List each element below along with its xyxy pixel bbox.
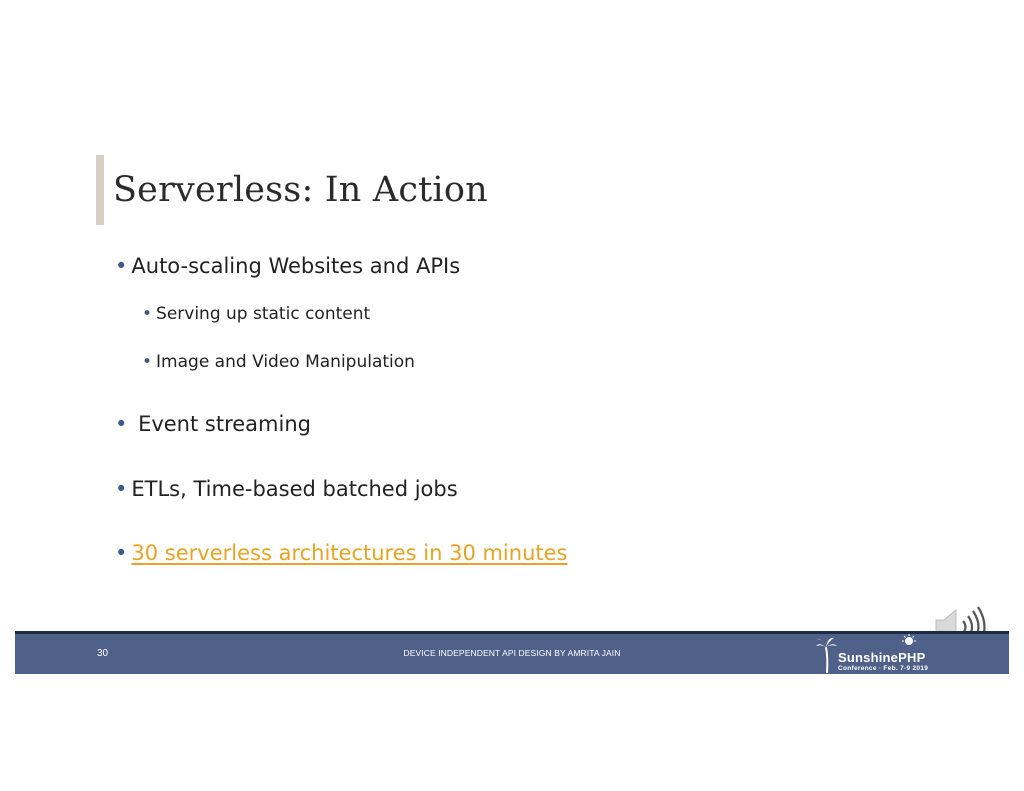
sub-bullet-item xyxy=(142,352,415,372)
bullet-text: Event streaming xyxy=(131,412,311,436)
architectures-link[interactable]: 30 serverless architectures in 30 minutes xyxy=(131,541,568,565)
bullet-text: ETLs, Time-based batched jobs xyxy=(131,477,458,501)
title-accent-bar xyxy=(96,155,104,225)
sub-bullet-item xyxy=(142,304,370,324)
bullet-item xyxy=(115,541,567,565)
bullet-text: Image and Video Manipulation xyxy=(156,352,415,372)
bullet-text: Auto-scaling Websites and APIs xyxy=(131,254,461,278)
slide-title: Serverless: In Action xyxy=(113,170,488,210)
bullet-dot: • xyxy=(142,304,153,324)
bullet-dot: • xyxy=(115,477,128,501)
bullet-dot: • xyxy=(115,254,128,278)
logo-wordmark: SunshinePHP xyxy=(838,650,926,665)
bullet-dot: • xyxy=(115,412,128,436)
bullet-dot: • xyxy=(142,352,153,372)
bullet-dot: • xyxy=(115,541,128,565)
bullet-item xyxy=(115,477,458,501)
bullet-item xyxy=(115,412,311,436)
footer-caption: DEVICE INDEPENDENT API DESIGN BY AMRITA JAIN xyxy=(403,648,621,658)
bullet-text: Serving up static content xyxy=(156,304,371,324)
page-number: 30 xyxy=(97,648,109,659)
logo-subtitle: Conference · Feb. 7-9 2019 xyxy=(838,665,929,672)
bullet-item xyxy=(115,254,460,278)
